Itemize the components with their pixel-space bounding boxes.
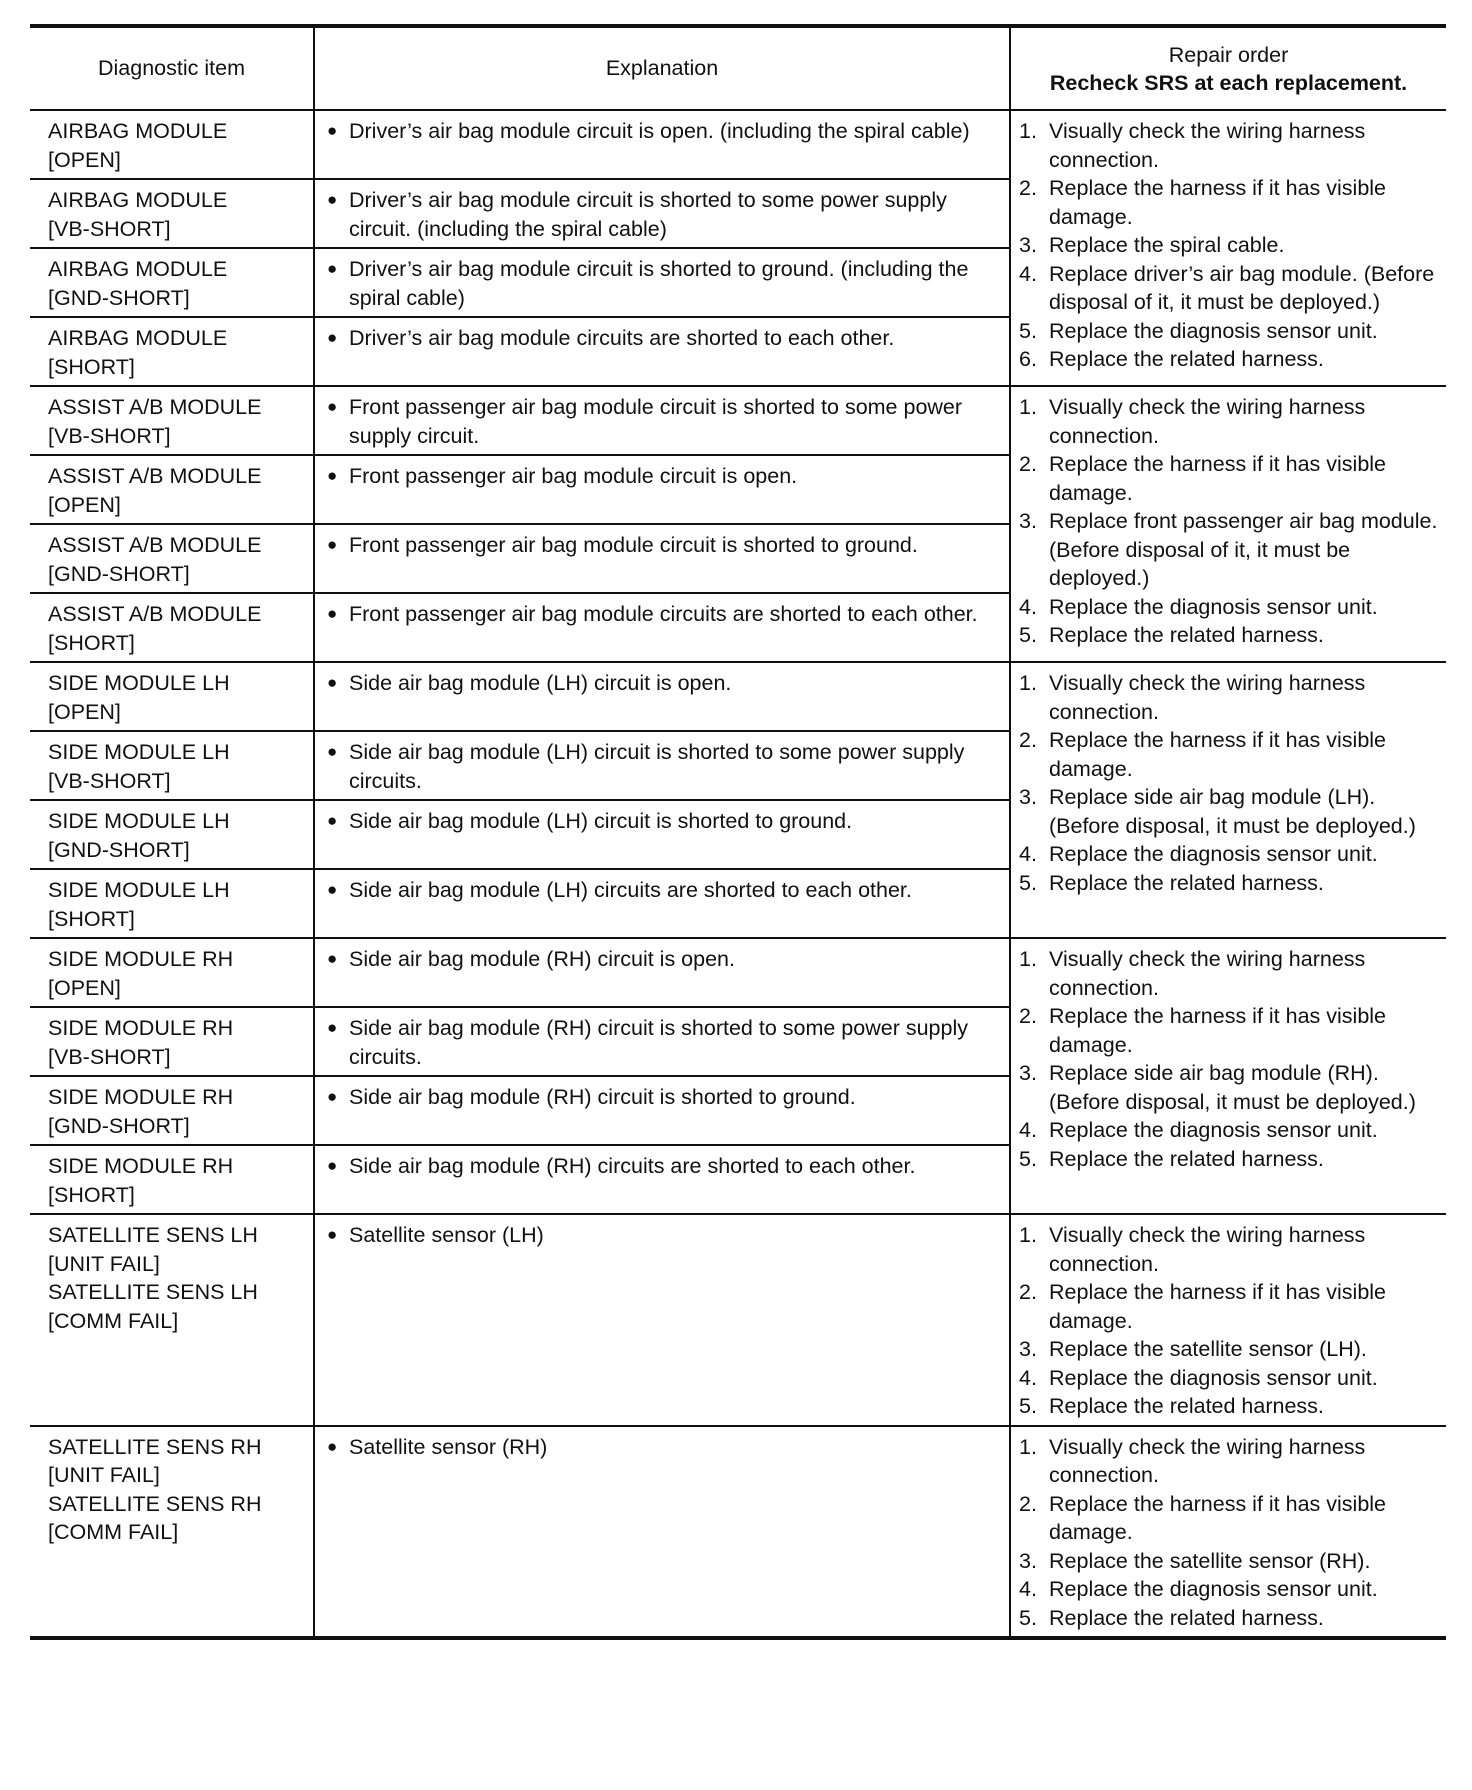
diagnostic-item-line: [UNIT FAIL] xyxy=(48,1251,160,1276)
repair-step-text: Replace the harness if it has visible damage. xyxy=(1049,452,1387,505)
repair-step-text: Replace the related harness. xyxy=(1049,1605,1324,1630)
repair-step-number: 5. xyxy=(1019,870,1037,895)
bullet-icon: ● xyxy=(327,880,338,899)
diagnostic-item-line: SIDE MODULE LH xyxy=(48,740,230,764)
repair-step-text: Visually check the wiring harness connection. xyxy=(1049,119,1366,172)
explanation-text: Side air bag module (LH) circuit is shorted to some power supply circuits. xyxy=(349,740,965,793)
explanation-cell xyxy=(315,939,1009,1006)
explanation-text: Side air bag module (LH) circuits are shorted to each other. xyxy=(349,878,912,902)
explanation-bullet xyxy=(327,324,999,353)
diagnostic-item-cell xyxy=(30,939,315,1006)
group-rows xyxy=(30,1215,1011,1425)
explanation-cell xyxy=(315,456,1009,523)
bullet-icon: ● xyxy=(327,1018,338,1037)
bullet-icon: ● xyxy=(327,466,338,485)
diagnostic-item-line: SATELLITE SENS LH xyxy=(48,1223,258,1247)
repair-step-number: 3. xyxy=(1019,785,1037,809)
explanation-cell xyxy=(315,249,1009,316)
repair-step-text: Replace the related harness. xyxy=(1049,623,1324,647)
table-group xyxy=(30,1427,1446,1637)
diagnostic-item-cell xyxy=(30,387,315,454)
table-row xyxy=(30,801,1009,870)
diagnostic-item-line: AIRBAG MODULE xyxy=(48,188,228,212)
explanation-text: Side air bag module (RH) circuit is shorted to some power supply circuits. xyxy=(349,1016,968,1069)
table-row xyxy=(30,456,1009,525)
repair-step-number: 2. xyxy=(1019,1491,1037,1516)
diagnostic-item-line: [OPEN] xyxy=(48,147,121,172)
diagnostic-item-line: SIDE MODULE RH xyxy=(48,1016,234,1040)
repair-step-text: Visually check the wiring harness connection. xyxy=(1049,1434,1366,1487)
diagnostic-item-cell xyxy=(30,870,315,937)
table-row xyxy=(30,1146,1009,1213)
repair-step xyxy=(1019,1392,1438,1421)
repair-step-number: 5. xyxy=(1019,1394,1037,1418)
diagnostic-item-cell xyxy=(30,1146,315,1213)
explanation-cell xyxy=(315,732,1009,799)
repair-step xyxy=(1019,450,1438,507)
repair-step xyxy=(1019,1116,1438,1145)
explanation-bullet xyxy=(327,1014,999,1071)
repair-order-cell xyxy=(1011,387,1446,661)
header-repair-order-label: Repair order xyxy=(1168,42,1289,67)
repair-step-number: 1. xyxy=(1019,119,1037,143)
diagnostic-item-line: AIRBAG MODULE xyxy=(48,326,228,350)
bullet-icon: ● xyxy=(327,190,338,209)
repair-order-cell xyxy=(1011,1215,1446,1425)
diagnostic-item-line: [COMM FAIL] xyxy=(48,1520,179,1544)
explanation-bullet xyxy=(327,117,999,146)
diagnostic-item-cell xyxy=(30,663,315,730)
diagnostic-item-line: ASSIST A/B MODULE xyxy=(48,395,262,419)
diagnostic-item-line: SATELLITE SENS RH xyxy=(48,1434,262,1459)
diagnostic-item-line: [COMM FAIL] xyxy=(48,1308,179,1333)
table-row xyxy=(30,870,1009,937)
explanation-text: Satellite sensor (LH) xyxy=(349,1223,544,1247)
bullet-icon: ● xyxy=(327,811,338,830)
diagnostic-item-line: ASSIST A/B MODULE xyxy=(48,602,262,626)
explanation-cell xyxy=(315,111,1009,178)
repair-step-text: Replace the diagnosis sensor unit. xyxy=(1049,1365,1378,1390)
table-row xyxy=(30,111,1009,180)
diagnostic-table xyxy=(30,24,1446,1640)
repair-step xyxy=(1019,1059,1438,1116)
explanation-bullet xyxy=(327,186,999,243)
repair-step-number: 3. xyxy=(1019,1548,1037,1573)
explanation-cell xyxy=(315,387,1009,454)
diagnostic-item-line: SATELLITE SENS LH xyxy=(48,1280,258,1304)
diagnostic-item-line: SIDE MODULE RH xyxy=(48,1154,234,1178)
bullet-icon: ● xyxy=(327,949,338,968)
repair-step-text: Replace the harness if it has visible damage. xyxy=(1049,728,1387,781)
bullet-icon: ● xyxy=(327,1225,338,1244)
explanation-text: Driver’s air bag module circuits are shorted to each other. xyxy=(349,326,895,350)
diagnostic-item-line: [VB-SHORT] xyxy=(48,1044,171,1069)
diagnostic-item-cell xyxy=(30,111,315,178)
explanation-text: Satellite sensor (RH) xyxy=(349,1434,548,1459)
explanation-bullet xyxy=(327,1433,999,1462)
table-row xyxy=(30,939,1009,1008)
repair-step xyxy=(1019,1145,1438,1174)
table-group xyxy=(30,1215,1446,1427)
repair-step xyxy=(1019,345,1438,374)
diagnostic-item-line: [GND-SHORT] xyxy=(48,837,190,862)
repair-step-number: 5. xyxy=(1019,1605,1037,1630)
diagnostic-item-cell xyxy=(30,249,315,316)
diagnostic-item-line: [OPEN] xyxy=(48,492,121,517)
repair-step-text: Replace driver’s air bag module. (Before disposal of it, it must be deployed.) xyxy=(1049,261,1435,314)
repair-step-number: 4. xyxy=(1019,1118,1037,1142)
repair-step xyxy=(1019,1335,1438,1364)
bullet-icon: ● xyxy=(327,121,338,140)
diagnostic-item-line: [GND-SHORT] xyxy=(48,285,190,310)
explanation-bullet xyxy=(327,1083,999,1112)
repair-step-number: 3. xyxy=(1019,1061,1037,1085)
repair-step-text: Replace the related harness. xyxy=(1049,870,1324,895)
repair-step xyxy=(1019,1604,1438,1633)
repair-step xyxy=(1019,1364,1438,1393)
repair-step xyxy=(1019,231,1438,260)
repair-step-number: 4. xyxy=(1019,1365,1037,1390)
repair-step xyxy=(1019,1278,1438,1335)
repair-step-number: 2. xyxy=(1019,1280,1037,1304)
diagnostic-item-cell xyxy=(30,318,315,385)
bullet-icon: ● xyxy=(327,535,338,554)
table-row xyxy=(30,1427,1009,1637)
repair-order-cell xyxy=(1011,939,1446,1213)
explanation-bullet xyxy=(327,876,999,905)
repair-order-cell xyxy=(1011,1427,1446,1637)
bullet-icon: ● xyxy=(327,259,338,278)
explanation-text: Side air bag module (RH) circuit is shorted to ground. xyxy=(349,1085,856,1109)
repair-step xyxy=(1019,593,1438,622)
repair-step-text: Replace the diagnosis sensor unit. xyxy=(1049,318,1378,343)
explanation-bullet xyxy=(327,807,999,836)
explanation-cell xyxy=(315,870,1009,937)
bullet-icon: ● xyxy=(327,1156,338,1175)
repair-step-text: Replace the diagnosis sensor unit. xyxy=(1049,1118,1378,1142)
repair-step xyxy=(1019,669,1438,726)
explanation-text: Front passenger air bag module circuit is shorted to ground. xyxy=(349,533,918,557)
repair-step xyxy=(1019,174,1438,231)
explanation-text: Side air bag module (LH) circuit is open. xyxy=(349,671,732,695)
diagnostic-item-cell xyxy=(30,1215,315,1425)
explanation-text: Driver’s air bag module circuit is shorted to ground. (including the spiral cable) xyxy=(349,257,969,310)
header-repair-order xyxy=(1011,28,1446,109)
repair-step xyxy=(1019,1433,1438,1490)
diagnostic-item-cell xyxy=(30,594,315,661)
explanation-cell xyxy=(315,1008,1009,1075)
explanation-text: Driver’s air bag module circuit is open. (including the spiral cable) xyxy=(349,119,970,143)
repair-step-number: 3. xyxy=(1019,509,1037,533)
repair-step-number: 1. xyxy=(1019,1434,1037,1459)
diagnostic-item-line: [VB-SHORT] xyxy=(48,216,171,241)
repair-step xyxy=(1019,945,1438,1002)
repair-step-number: 6. xyxy=(1019,347,1037,371)
table-row xyxy=(30,663,1009,732)
diagnostic-item-line: AIRBAG MODULE xyxy=(48,257,228,281)
diagnostic-item-line: SIDE MODULE RH xyxy=(48,947,234,971)
header-repair-order-note: Recheck SRS at each replacement. xyxy=(1049,70,1408,95)
diagnostic-item-cell xyxy=(30,801,315,868)
repair-step xyxy=(1019,840,1438,869)
diagnostic-item-line: [SHORT] xyxy=(48,630,135,655)
table-row xyxy=(30,318,1009,385)
table-group xyxy=(30,111,1446,387)
repair-order-cell xyxy=(1011,663,1446,937)
repair-step xyxy=(1019,1002,1438,1059)
group-rows xyxy=(30,663,1011,937)
repair-step xyxy=(1019,1547,1438,1576)
repair-step-text: Visually check the wiring harness connection. xyxy=(1049,947,1366,1000)
diagnostic-item-line: [GND-SHORT] xyxy=(48,1113,190,1138)
repair-step-number: 4. xyxy=(1019,594,1037,619)
repair-step-number: 4. xyxy=(1019,1577,1037,1601)
repair-step-number: 3. xyxy=(1019,1337,1037,1361)
explanation-text: Side air bag module (RH) circuits are shorted to each other. xyxy=(349,1154,916,1178)
diagnostic-item-cell xyxy=(30,525,315,592)
bullet-icon: ● xyxy=(327,742,338,761)
explanation-cell xyxy=(315,180,1009,247)
repair-steps xyxy=(1019,945,1438,1173)
repair-step-number: 5. xyxy=(1019,318,1037,343)
explanation-cell xyxy=(315,1427,1009,1637)
repair-step-text: Visually check the wiring harness connection. xyxy=(1049,671,1366,724)
repair-step-text: Replace the related harness. xyxy=(1049,1394,1324,1418)
diagnostic-item-line: [SHORT] xyxy=(48,906,135,931)
repair-step-text: Replace the harness if it has visible damage. xyxy=(1049,1491,1387,1544)
repair-step-text: Replace the related harness. xyxy=(1049,347,1324,371)
table-header xyxy=(30,28,1446,111)
explanation-text: Front passenger air bag module circuit is open. xyxy=(349,464,798,488)
explanation-bullet xyxy=(327,669,999,698)
repair-step xyxy=(1019,621,1438,650)
repair-step-text: Replace side air bag module (LH). (Before disposal, it must be deployed.) xyxy=(1049,785,1416,838)
diagnostic-item-line: ASSIST A/B MODULE xyxy=(48,464,262,488)
header-diagnostic-item: Diagnostic item xyxy=(30,28,315,109)
group-rows xyxy=(30,1427,1011,1637)
repair-step-text: Replace the harness if it has visible damage. xyxy=(1049,1004,1387,1057)
explanation-text: Front passenger air bag module circuit is shorted to some power supply circuit. xyxy=(349,395,963,448)
explanation-text: Driver’s air bag module circuit is shorted to some power supply circuit. (including the spiral cable) xyxy=(349,188,947,241)
repair-step-text: Replace the diagnosis sensor unit. xyxy=(1049,594,1378,619)
repair-steps xyxy=(1019,1221,1438,1421)
repair-step-number: 3. xyxy=(1019,233,1037,257)
group-rows xyxy=(30,387,1011,661)
repair-step xyxy=(1019,1490,1438,1547)
diagnostic-item-line: [OPEN] xyxy=(48,699,121,724)
group-rows xyxy=(30,939,1011,1213)
repair-step xyxy=(1019,1221,1438,1278)
repair-step-number: 1. xyxy=(1019,395,1037,419)
repair-step-text: Replace the harness if it has visible damage. xyxy=(1049,176,1387,229)
explanation-bullet xyxy=(327,738,999,795)
explanation-cell xyxy=(315,663,1009,730)
repair-step xyxy=(1019,117,1438,174)
repair-steps xyxy=(1019,117,1438,374)
repair-step xyxy=(1019,783,1438,840)
table-group xyxy=(30,939,1446,1215)
repair-step-text: Visually check the wiring harness connection. xyxy=(1049,395,1366,448)
diagnostic-item-cell xyxy=(30,732,315,799)
repair-steps xyxy=(1019,393,1438,650)
diagnostic-item-line: SIDE MODULE LH xyxy=(48,671,230,695)
explanation-cell xyxy=(315,1215,1009,1425)
diagnostic-item-cell xyxy=(30,1427,315,1637)
repair-step-text: Replace the harness if it has visible damage. xyxy=(1049,1280,1387,1333)
explanation-text: Front passenger air bag module circuits are shorted to each other. xyxy=(349,602,978,626)
header-explanation: Explanation xyxy=(315,28,1011,109)
table-row xyxy=(30,1215,1009,1425)
bullet-icon: ● xyxy=(327,328,338,347)
repair-step-text: Replace the spiral cable. xyxy=(1049,233,1285,257)
diagnostic-item-cell xyxy=(30,1077,315,1144)
table-body xyxy=(30,111,1446,1636)
table-row xyxy=(30,387,1009,456)
explanation-bullet xyxy=(327,945,999,974)
explanation-bullet xyxy=(327,393,999,450)
bullet-icon: ● xyxy=(327,673,338,692)
diagnostic-item-line: ASSIST A/B MODULE xyxy=(48,533,262,557)
table-group xyxy=(30,663,1446,939)
diagnostic-item-line: SIDE MODULE LH xyxy=(48,878,230,902)
repair-step-text: Replace the related harness. xyxy=(1049,1146,1324,1171)
bullet-icon: ● xyxy=(327,397,338,416)
diagnostic-item-line: [OPEN] xyxy=(48,975,121,1000)
bullet-icon: ● xyxy=(327,1436,338,1456)
explanation-cell xyxy=(315,801,1009,868)
repair-step-number: 4. xyxy=(1019,261,1037,286)
repair-step-text: Replace the diagnosis sensor unit. xyxy=(1049,842,1378,866)
diagnostic-item-line: [VB-SHORT] xyxy=(48,423,171,448)
repair-step xyxy=(1019,726,1438,783)
repair-step-text: Visually check the wiring harness connection. xyxy=(1049,1223,1366,1276)
repair-step xyxy=(1019,317,1438,346)
table-row xyxy=(30,249,1009,318)
group-rows xyxy=(30,111,1011,385)
explanation-bullet xyxy=(327,255,999,312)
repair-step-number: 1. xyxy=(1019,947,1037,971)
explanation-bullet xyxy=(327,600,999,629)
explanation-bullet xyxy=(327,531,999,560)
repair-step xyxy=(1019,1575,1438,1604)
diagnostic-item-line: [UNIT FAIL] xyxy=(48,1463,160,1487)
bullet-icon: ● xyxy=(327,1087,338,1106)
diagnostic-item-line: [VB-SHORT] xyxy=(48,768,171,793)
diagnostic-item-line: [SHORT] xyxy=(48,354,135,379)
repair-step xyxy=(1019,260,1438,317)
repair-order-cell xyxy=(1011,111,1446,385)
repair-step-number: 2. xyxy=(1019,452,1037,476)
repair-step xyxy=(1019,869,1438,898)
diagnostic-item-line: SATELLITE SENS RH xyxy=(48,1491,262,1516)
repair-step xyxy=(1019,507,1438,593)
explanation-text: Side air bag module (LH) circuit is shorted to ground. xyxy=(349,809,853,833)
diagnostic-item-cell xyxy=(30,180,315,247)
repair-step-number: 5. xyxy=(1019,623,1037,647)
table-row xyxy=(30,180,1009,249)
table-row xyxy=(30,594,1009,661)
repair-step-number: 1. xyxy=(1019,1223,1037,1247)
repair-step-number: 2. xyxy=(1019,728,1037,752)
explanation-bullet xyxy=(327,462,999,491)
diagnostic-item-line: [SHORT] xyxy=(48,1182,135,1207)
explanation-cell xyxy=(315,594,1009,661)
diagnostic-item-line: [GND-SHORT] xyxy=(48,561,190,586)
repair-steps xyxy=(1019,669,1438,897)
explanation-bullet xyxy=(327,1221,999,1250)
diagnostic-item-cell xyxy=(30,456,315,523)
repair-steps xyxy=(1019,1433,1438,1633)
diagnostic-item-line: AIRBAG MODULE xyxy=(48,119,228,143)
repair-step-number: 4. xyxy=(1019,842,1037,866)
table-row xyxy=(30,525,1009,594)
repair-step-text: Replace the satellite sensor (LH). xyxy=(1049,1337,1367,1361)
repair-step-number: 1. xyxy=(1019,671,1037,695)
explanation-cell xyxy=(315,318,1009,385)
repair-step-text: Replace side air bag module (RH). (Before disposal, it must be deployed.) xyxy=(1049,1061,1416,1114)
repair-step-number: 2. xyxy=(1019,176,1037,200)
bullet-icon: ● xyxy=(327,604,338,623)
table-row xyxy=(30,732,1009,801)
diagnostic-item-line: SIDE MODULE RH xyxy=(48,1085,234,1109)
table-row xyxy=(30,1008,1009,1077)
explanation-cell xyxy=(315,525,1009,592)
repair-step-text: Replace the satellite sensor (RH). xyxy=(1049,1548,1371,1573)
repair-step xyxy=(1019,393,1438,450)
repair-step-text: Replace the diagnosis sensor unit. xyxy=(1049,1577,1378,1601)
explanation-text: Side air bag module (RH) circuit is open. xyxy=(349,947,735,971)
explanation-bullet xyxy=(327,1152,999,1181)
explanation-cell xyxy=(315,1146,1009,1213)
repair-step-text: Replace front passenger air bag module. (Before disposal of it, it must be deployed.) xyxy=(1049,509,1438,590)
repair-step-number: 5. xyxy=(1019,1146,1037,1171)
table-row xyxy=(30,1077,1009,1146)
diagnostic-item-cell xyxy=(30,1008,315,1075)
table-group xyxy=(30,387,1446,663)
diagnostic-item-line: SIDE MODULE LH xyxy=(48,809,230,833)
repair-step-number: 2. xyxy=(1019,1004,1037,1028)
explanation-cell xyxy=(315,1077,1009,1144)
